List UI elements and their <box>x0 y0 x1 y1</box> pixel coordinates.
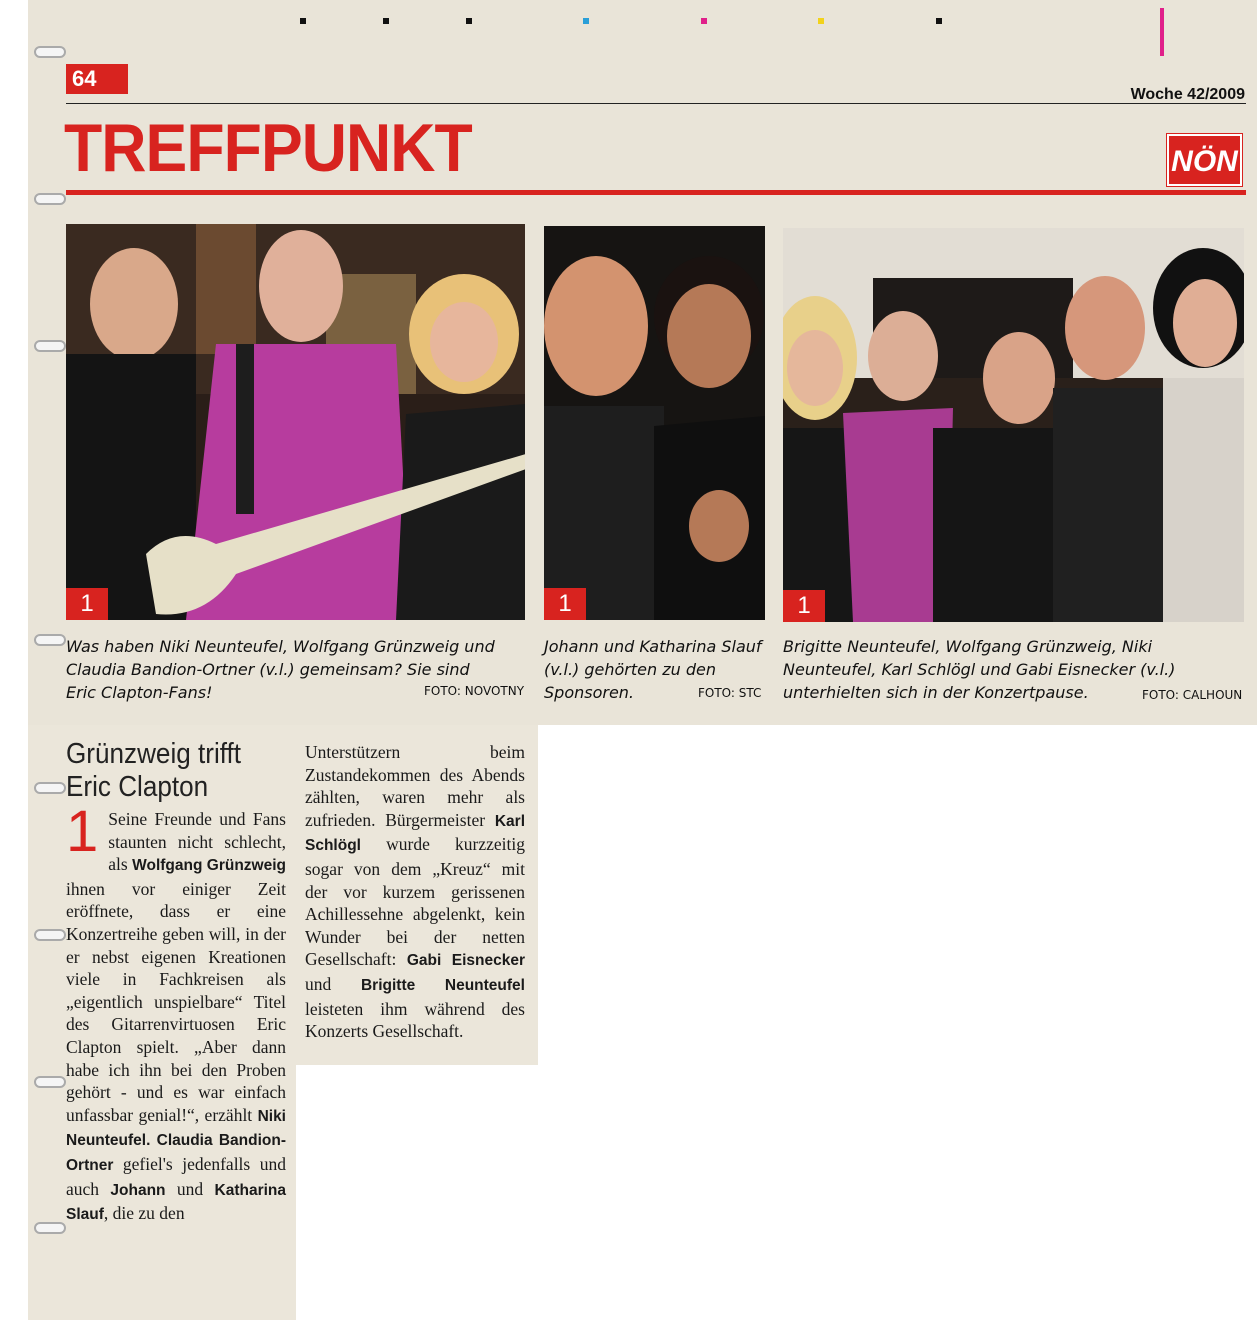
article-name-highlight: Karl Schlögl <box>305 812 525 855</box>
registration-mark <box>383 18 389 24</box>
article-name-highlight: Niki Neunteufel. Claudia Bandion-Ortner <box>66 1107 286 1174</box>
photo-2-credit: FOTO: STC <box>698 686 762 700</box>
article-name-highlight: Brigitte Neunteufel <box>360 976 525 994</box>
registration-mark <box>818 18 824 24</box>
staple-hole <box>34 193 66 205</box>
headline-line-2: Eric Clapton <box>66 771 209 803</box>
page-number: 64 <box>66 64 128 94</box>
article-text: Seine Freunde und Fans staunten nicht schlecht, als <box>108 809 286 875</box>
article-text: und <box>165 1178 215 1199</box>
staple-hole <box>34 634 66 646</box>
registration-mark <box>300 18 306 24</box>
staple-hole <box>34 929 66 941</box>
article-dropcap: 1 <box>66 799 99 864</box>
article-name-highlight: Johann <box>110 1181 166 1199</box>
header-rule <box>66 103 1246 104</box>
registration-mark <box>466 18 472 24</box>
article-name-highlight: Gabi Eisnecker <box>406 952 525 970</box>
staple-hole <box>34 1076 66 1088</box>
brand-logo: NÖN <box>1167 134 1242 186</box>
caption-text: Brigitte Neunteufel, Wolfgang Grünzweig, Niki Neunteufel, Karl Schlögl und Gabi Eisnecker (v.l.) unterhielten sich in der Konzertpause. <box>783 637 1176 702</box>
article-text: wurde kurzzeitig sogar von dem „Kreuz“ mit der vor kurzem gerissenen Achillessehne abgelenkt, kein Wunder bei der netten Gesellschaft: <box>305 834 525 970</box>
article-headline <box>66 738 241 804</box>
registration-mark <box>583 18 589 24</box>
article-text: und <box>305 973 361 994</box>
photo-1 <box>66 224 525 620</box>
headline-line-1: Grünzweig trifft <box>66 738 242 770</box>
photo-2 <box>544 226 765 620</box>
article-column-1 <box>66 799 286 1227</box>
caption-text: Was haben Niki Neunteufel, Wolfgang Grünzweig und Claudia Bandion-Ortner (v.l.) gemeinsam? Sie sind Eric Clapton-Fans! <box>66 637 495 702</box>
photo-2-number: 1 <box>544 588 586 620</box>
article-text: Unterstützern beim Zustandekommen des Abends zählten, waren mehr als zufrieden. Bürgermeister <box>305 742 525 830</box>
registration-bar <box>1160 8 1164 56</box>
staple-hole <box>34 782 66 794</box>
section-rule <box>66 190 1246 195</box>
photo-2-image <box>544 226 765 620</box>
caption-text: Johann und Katharina Slauf (v.l.) gehörten zu den Sponsoren. <box>544 637 762 702</box>
photo-3 <box>783 228 1244 622</box>
article-text: ihnen vor einiger Zeit eröffnete, dass er eine Konzertreihe geben will, in der er nebst eigenen Kreationen viele in Fachkreisen als „eigentlich unspielbare“ Titel des Gitarrenvirtuosen Eric Clapton spielt. „Aber dann habe ich ihn bei den Proben gehört - und es war einfach unfassbar genial!“, erzählt <box>66 878 286 1125</box>
registration-mark <box>701 18 707 24</box>
staple-hole <box>34 1222 66 1234</box>
photo-3-image <box>783 228 1244 622</box>
article-text: , die zu den <box>103 1203 185 1224</box>
article-name-highlight: Wolfgang Grünzweig <box>132 857 286 875</box>
photo-1-credit: FOTO: NOVOTNY <box>424 684 525 698</box>
section-title: TREFFPUNKT <box>64 110 472 186</box>
registration-mark <box>936 18 942 24</box>
staple-hole <box>34 340 66 352</box>
issue-label: Woche 42/2009 <box>1130 86 1245 103</box>
photo-3-credit: FOTO: CALHOUN <box>1142 688 1243 702</box>
photo-3-number: 1 <box>783 590 825 622</box>
article-text: leisteten ihm während des Konzerts Gesellschaft. <box>305 998 525 1042</box>
article-text: gefiel's jedenfalls und auch <box>66 1153 286 1199</box>
photo-1-image <box>66 224 525 620</box>
photo-1-number: 1 <box>66 588 108 620</box>
article-name-highlight: Katharina Slauf <box>66 1181 286 1224</box>
article-column-2 <box>305 741 525 1043</box>
staple-hole <box>34 46 66 58</box>
